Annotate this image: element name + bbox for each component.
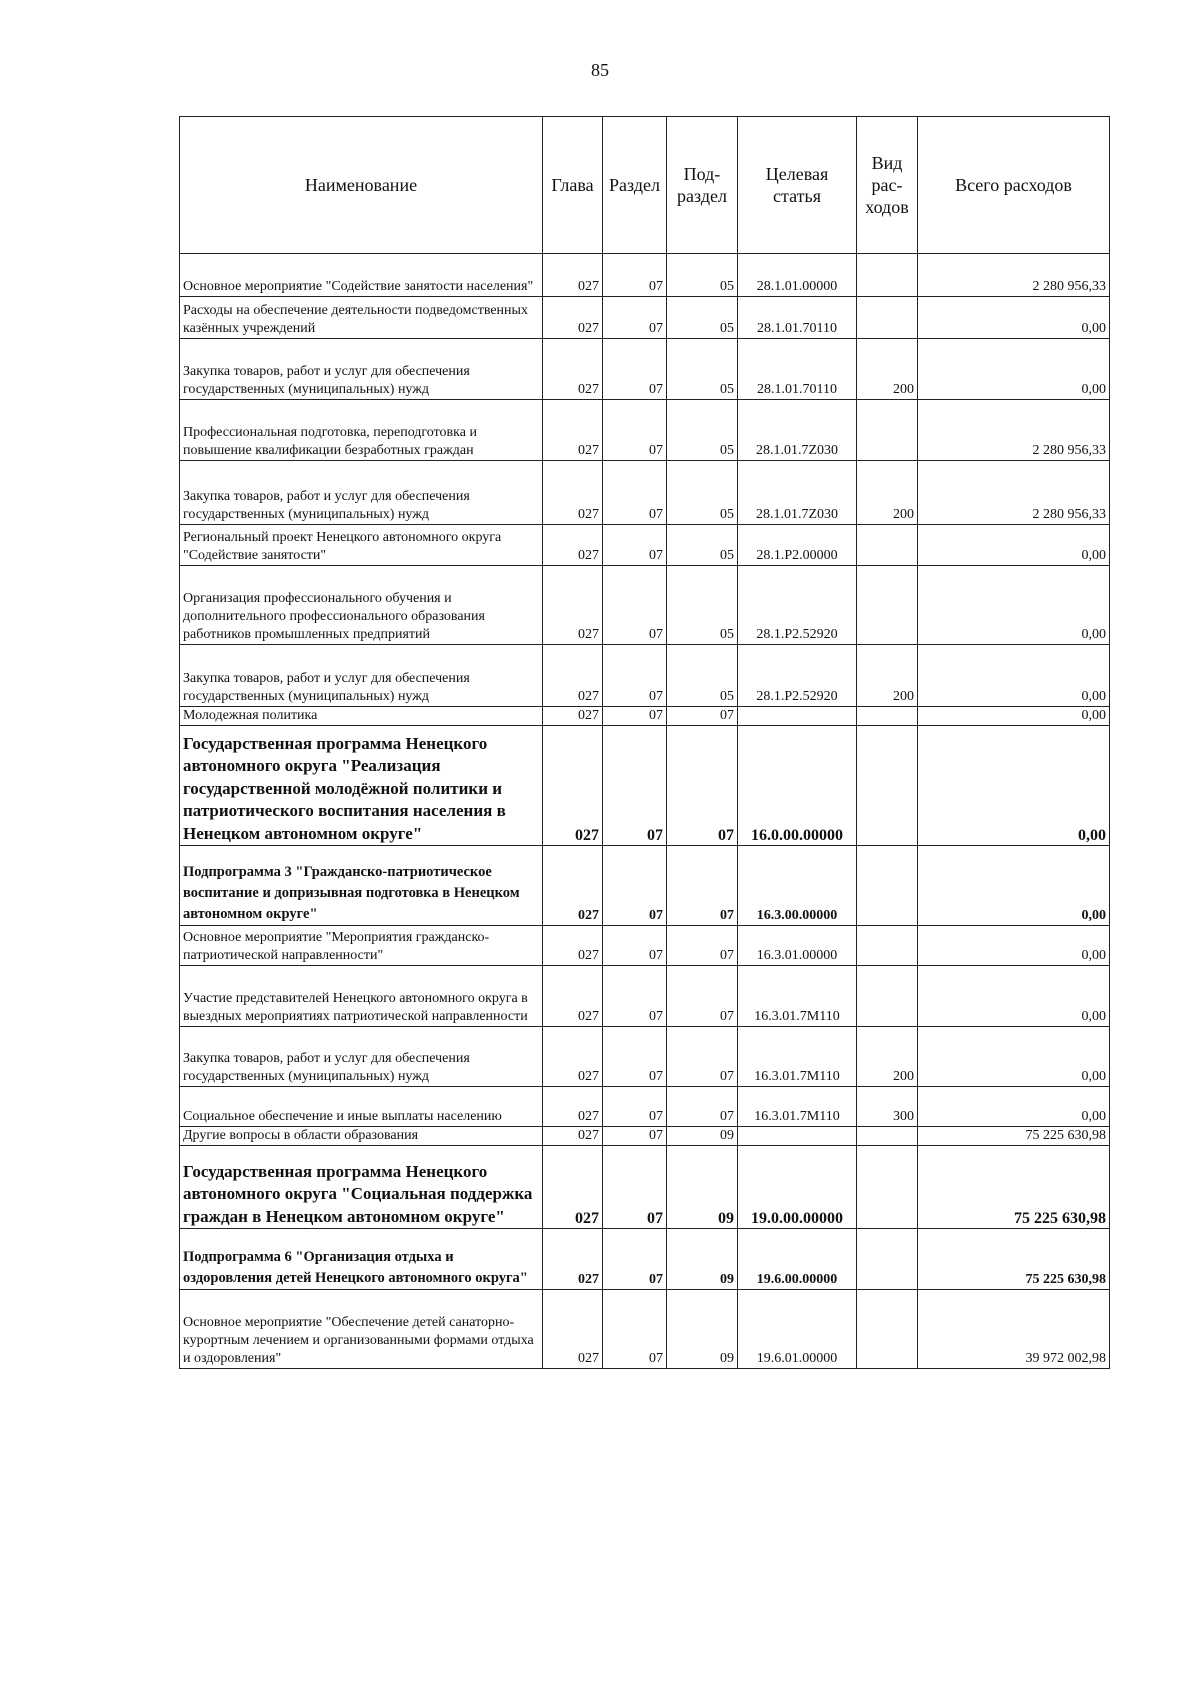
podrazdel-cell: 05 xyxy=(667,339,738,400)
table-row xyxy=(180,566,1110,645)
table-row xyxy=(180,726,1110,846)
name-cell: Организация профессионального обучения и дополнительного профессионального образования работников промышленных предприятий xyxy=(180,566,543,645)
glava-cell: 027 xyxy=(543,846,603,926)
budget-table xyxy=(179,116,1110,1369)
glava-cell: 027 xyxy=(543,1290,603,1369)
celevaya-statya-cell: 28.1.01.7Z030 xyxy=(738,461,857,525)
table-row xyxy=(180,1087,1110,1127)
total-cell: 0,00 xyxy=(918,966,1110,1027)
total-cell: 0,00 xyxy=(918,1087,1110,1127)
razdel-cell: 07 xyxy=(603,297,667,339)
total-cell: 2 280 956,33 xyxy=(918,461,1110,525)
celevaya-statya-cell: 16.0.00.00000 xyxy=(738,726,857,846)
podrazdel-cell: 05 xyxy=(667,566,738,645)
podrazdel-cell: 09 xyxy=(667,1290,738,1369)
razdel-cell: 07 xyxy=(603,926,667,966)
glava-cell: 027 xyxy=(543,1087,603,1127)
name-cell: Молодежная политика xyxy=(180,707,543,726)
table-row xyxy=(180,966,1110,1027)
vid-rashodov-cell xyxy=(857,400,918,461)
total-cell: 75 225 630,98 xyxy=(918,1146,1110,1229)
podrazdel-cell: 07 xyxy=(667,1027,738,1087)
podrazdel-cell: 07 xyxy=(667,1087,738,1127)
celevaya-statya-cell: 16.3.00.00000 xyxy=(738,846,857,926)
glava-cell: 027 xyxy=(543,400,603,461)
total-cell: 0,00 xyxy=(918,566,1110,645)
header-name: Наименование xyxy=(180,117,543,254)
total-cell: 0,00 xyxy=(918,1027,1110,1087)
vid-rashodov-cell xyxy=(857,297,918,339)
table-row xyxy=(180,926,1110,966)
celevaya-statya-cell: 19.6.00.00000 xyxy=(738,1229,857,1290)
total-cell: 0,00 xyxy=(918,846,1110,926)
vid-rashodov-cell xyxy=(857,926,918,966)
razdel-cell: 07 xyxy=(603,846,667,926)
vid-rashodov-cell xyxy=(857,566,918,645)
name-cell: Региональный проект Ненецкого автономного округа "Содействие занятости" xyxy=(180,525,543,566)
header-glava: Глава xyxy=(543,117,603,254)
vid-rashodov-cell xyxy=(857,726,918,846)
vid-rashodov-cell: 200 xyxy=(857,339,918,400)
glava-cell: 027 xyxy=(543,297,603,339)
celevaya-statya-cell: 28.1.01.00000 xyxy=(738,254,857,297)
table-row xyxy=(180,297,1110,339)
name-cell: Расходы на обеспечение деятельности подведомственных казённых учреждений xyxy=(180,297,543,339)
podrazdel-cell: 05 xyxy=(667,297,738,339)
table-row xyxy=(180,645,1110,707)
header-total: Всего расходов xyxy=(918,117,1110,254)
glava-cell: 027 xyxy=(543,645,603,707)
podrazdel-cell: 09 xyxy=(667,1229,738,1290)
celevaya-statya-cell: 28.1.01.70110 xyxy=(738,339,857,400)
glava-cell: 027 xyxy=(543,966,603,1027)
total-cell: 0,00 xyxy=(918,297,1110,339)
total-cell: 0,00 xyxy=(918,339,1110,400)
table-row xyxy=(180,254,1110,297)
vid-rashodov-cell xyxy=(857,1229,918,1290)
podrazdel-cell: 09 xyxy=(667,1146,738,1229)
table-row xyxy=(180,461,1110,525)
name-cell: Другие вопросы в области образования xyxy=(180,1127,543,1146)
table-row xyxy=(180,1146,1110,1229)
razdel-cell: 07 xyxy=(603,707,667,726)
total-cell: 75 225 630,98 xyxy=(918,1229,1110,1290)
name-cell: Подпрограмма 6 "Организация отдыха и оздоровления детей Ненецкого автономного округа" xyxy=(180,1229,543,1290)
razdel-cell: 07 xyxy=(603,400,667,461)
name-cell: Закупка товаров, работ и услуг для обеспечения государственных (муниципальных) нужд xyxy=(180,645,543,707)
vid-rashodov-cell: 300 xyxy=(857,1087,918,1127)
total-cell: 0,00 xyxy=(918,645,1110,707)
total-cell: 75 225 630,98 xyxy=(918,1127,1110,1146)
total-cell: 0,00 xyxy=(918,525,1110,566)
razdel-cell: 07 xyxy=(603,1229,667,1290)
glava-cell: 027 xyxy=(543,1146,603,1229)
glava-cell: 027 xyxy=(543,1027,603,1087)
header-celevaya-statya: Целевая статья xyxy=(738,117,857,254)
table-row xyxy=(180,1229,1110,1290)
vid-rashodov-cell xyxy=(857,254,918,297)
podrazdel-cell: 07 xyxy=(667,926,738,966)
razdel-cell: 07 xyxy=(603,525,667,566)
vid-rashodov-cell: 200 xyxy=(857,461,918,525)
celevaya-statya-cell: 28.1.P2.52920 xyxy=(738,566,857,645)
glava-cell: 027 xyxy=(543,1229,603,1290)
celevaya-statya-cell xyxy=(738,707,857,726)
vid-rashodov-cell xyxy=(857,846,918,926)
celevaya-statya-cell: 28.1.01.70110 xyxy=(738,297,857,339)
table-row xyxy=(180,707,1110,726)
celevaya-statya-cell: 16.3.01.00000 xyxy=(738,926,857,966)
name-cell: Закупка товаров, работ и услуг для обеспечения государственных (муниципальных) нужд xyxy=(180,1027,543,1087)
header-row xyxy=(180,117,1110,254)
podrazdel-cell: 07 xyxy=(667,726,738,846)
table-row xyxy=(180,525,1110,566)
razdel-cell: 07 xyxy=(603,254,667,297)
total-cell: 0,00 xyxy=(918,726,1110,846)
podrazdel-cell: 05 xyxy=(667,645,738,707)
celevaya-statya-cell: 16.3.01.7M110 xyxy=(738,1087,857,1127)
celevaya-statya-cell: 19.0.00.00000 xyxy=(738,1146,857,1229)
name-cell: Государственная программа Ненецкого автономного округа "Социальная поддержка граждан в Ненецком автономном округе" xyxy=(180,1146,543,1229)
razdel-cell: 07 xyxy=(603,1027,667,1087)
razdel-cell: 07 xyxy=(603,1146,667,1229)
name-cell: Подпрограмма 3 "Гражданско-патриотическое воспитание и допризывная подготовка в Ненецком автономном округе" xyxy=(180,846,543,926)
podrazdel-cell: 05 xyxy=(667,254,738,297)
razdel-cell: 07 xyxy=(603,1127,667,1146)
glava-cell: 027 xyxy=(543,726,603,846)
vid-rashodov-cell xyxy=(857,707,918,726)
razdel-cell: 07 xyxy=(603,566,667,645)
name-cell: Социальное обеспечение и иные выплаты населению xyxy=(180,1087,543,1127)
total-cell: 2 280 956,33 xyxy=(918,254,1110,297)
page-number: 85 xyxy=(591,60,609,80)
celevaya-statya-cell xyxy=(738,1127,857,1146)
razdel-cell: 07 xyxy=(603,461,667,525)
table-row xyxy=(180,1027,1110,1087)
razdel-cell: 07 xyxy=(603,339,667,400)
razdel-cell: 07 xyxy=(603,1087,667,1127)
celevaya-statya-cell: 19.6.01.00000 xyxy=(738,1290,857,1369)
celevaya-statya-cell: 28.1.01.7Z030 xyxy=(738,400,857,461)
table-row xyxy=(180,1127,1110,1146)
razdel-cell: 07 xyxy=(603,726,667,846)
celevaya-statya-cell: 28.1.P2.00000 xyxy=(738,525,857,566)
celevaya-statya-cell: 16.3.01.7M110 xyxy=(738,966,857,1027)
header-podrazdel: Под- раздел xyxy=(667,117,738,254)
name-cell: Основное мероприятие "Обеспечение детей санаторно-курортным лечением и организованными формами отдыха и оздоровления" xyxy=(180,1290,543,1369)
razdel-cell: 07 xyxy=(603,966,667,1027)
name-cell: Основное мероприятие "Мероприятия гражданско-патриотической направленности" xyxy=(180,926,543,966)
total-cell: 39 972 002,98 xyxy=(918,1290,1110,1369)
glava-cell: 027 xyxy=(543,566,603,645)
name-cell: Государственная программа Ненецкого автономного округа "Реализация государственной молодёжной политики и патриотического воспитания населения в Ненецком автономном округе" xyxy=(180,726,543,846)
vid-rashodov-cell xyxy=(857,1290,918,1369)
podrazdel-cell: 09 xyxy=(667,1127,738,1146)
razdel-cell: 07 xyxy=(603,1290,667,1369)
header-vid-rashodov: Вид рас- ходов xyxy=(857,117,918,254)
total-cell: 0,00 xyxy=(918,926,1110,966)
table-row xyxy=(180,400,1110,461)
podrazdel-cell: 07 xyxy=(667,707,738,726)
podrazdel-cell: 05 xyxy=(667,400,738,461)
glava-cell: 027 xyxy=(543,1127,603,1146)
glava-cell: 027 xyxy=(543,254,603,297)
podrazdel-cell: 05 xyxy=(667,525,738,566)
podrazdel-cell: 07 xyxy=(667,966,738,1027)
name-cell: Закупка товаров, работ и услуг для обеспечения государственных (муниципальных) нужд xyxy=(180,339,543,400)
total-cell: 2 280 956,33 xyxy=(918,400,1110,461)
vid-rashodov-cell xyxy=(857,1127,918,1146)
vid-rashodov-cell: 200 xyxy=(857,645,918,707)
table-row xyxy=(180,1290,1110,1369)
celevaya-statya-cell: 28.1.P2.52920 xyxy=(738,645,857,707)
header-razdel: Раздел xyxy=(603,117,667,254)
name-cell: Основное мероприятие "Содействие занятости населения" xyxy=(180,254,543,297)
razdel-cell: 07 xyxy=(603,645,667,707)
glava-cell: 027 xyxy=(543,525,603,566)
podrazdel-cell: 05 xyxy=(667,461,738,525)
glava-cell: 027 xyxy=(543,926,603,966)
glava-cell: 027 xyxy=(543,461,603,525)
podrazdel-cell: 07 xyxy=(667,846,738,926)
name-cell: Профессиональная подготовка, переподготовка и повышение квалификации безработных граждан xyxy=(180,400,543,461)
vid-rashodov-cell: 200 xyxy=(857,1027,918,1087)
name-cell: Закупка товаров, работ и услуг для обеспечения государственных (муниципальных) нужд xyxy=(180,461,543,525)
table-row xyxy=(180,339,1110,400)
table-row xyxy=(180,846,1110,926)
glava-cell: 027 xyxy=(543,339,603,400)
glava-cell: 027 xyxy=(543,707,603,726)
name-cell: Участие представителей Ненецкого автономного округа в выездных мероприятиях патриотической направленности xyxy=(180,966,543,1027)
vid-rashodov-cell xyxy=(857,1146,918,1229)
celevaya-statya-cell: 16.3.01.7M110 xyxy=(738,1027,857,1087)
total-cell: 0,00 xyxy=(918,707,1110,726)
vid-rashodov-cell xyxy=(857,525,918,566)
vid-rashodov-cell xyxy=(857,966,918,1027)
